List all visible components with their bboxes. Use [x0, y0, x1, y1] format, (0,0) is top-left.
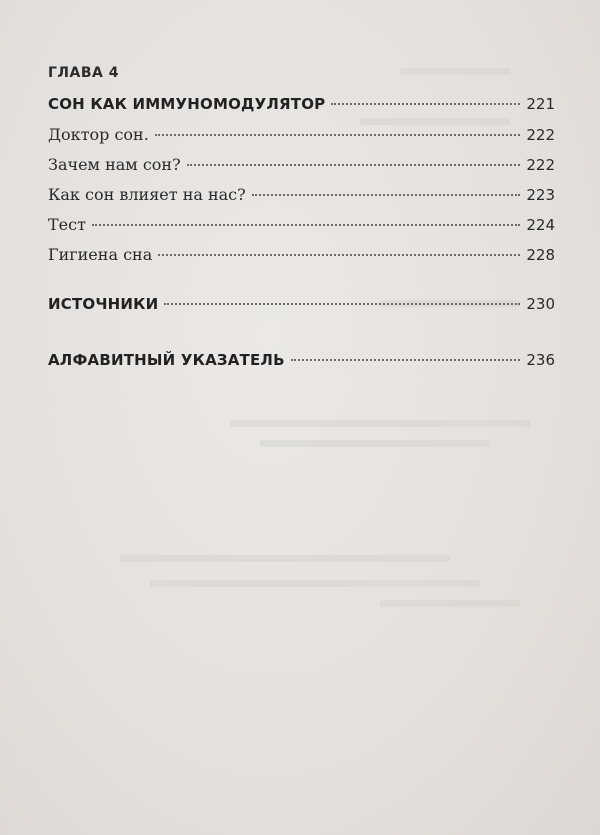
- toc-entry-page: 236: [526, 351, 555, 369]
- toc-entry-page: 223: [526, 186, 555, 204]
- toc-entry-page: 221: [526, 95, 555, 113]
- dot-leader: [155, 134, 521, 136]
- toc-entry: [48, 180, 555, 210]
- toc-entry-page: 222: [526, 126, 555, 144]
- toc-entry-page: 228: [526, 246, 555, 264]
- chapter-label: ГЛАВА 4: [48, 65, 120, 81]
- toc-entry-title: АЛФАВИТНЫЙ УКАЗАТЕЛЬ: [48, 351, 285, 369]
- toc-entry-title: СОН КАК ИММУНОМОДУЛЯТОР: [48, 95, 326, 113]
- toc-entry-page: 224: [526, 216, 555, 234]
- toc-entry-index: [48, 344, 555, 376]
- toc-entry-sources: [48, 288, 555, 320]
- toc-entry-chapter: [48, 88, 555, 120]
- toc-entry: [48, 150, 555, 180]
- toc-entry-title: Доктор сон.: [48, 125, 149, 144]
- dot-leader: [158, 254, 520, 256]
- table-of-contents: [48, 62, 555, 376]
- toc-entry-title: ИСТОЧНИКИ: [48, 295, 159, 313]
- toc-entry: [48, 120, 555, 150]
- dot-leader: [92, 224, 520, 226]
- toc-entry-page: 222: [526, 156, 555, 174]
- toc-entry: [48, 210, 555, 240]
- dot-leader: [187, 164, 521, 166]
- toc-entry-title: Как сон влияет на нас?: [48, 185, 246, 204]
- dot-leader: [164, 303, 520, 305]
- toc-entry-title: Зачем нам сон?: [48, 155, 181, 174]
- dot-leader: [252, 194, 521, 196]
- toc-entry-title: Гигиена сна: [48, 245, 153, 264]
- dot-leader: [331, 103, 520, 105]
- toc-entry: [48, 240, 555, 270]
- dot-leader: [291, 359, 521, 361]
- toc-entry-page: 230: [526, 295, 555, 313]
- toc-entry-title: Тест: [48, 215, 86, 234]
